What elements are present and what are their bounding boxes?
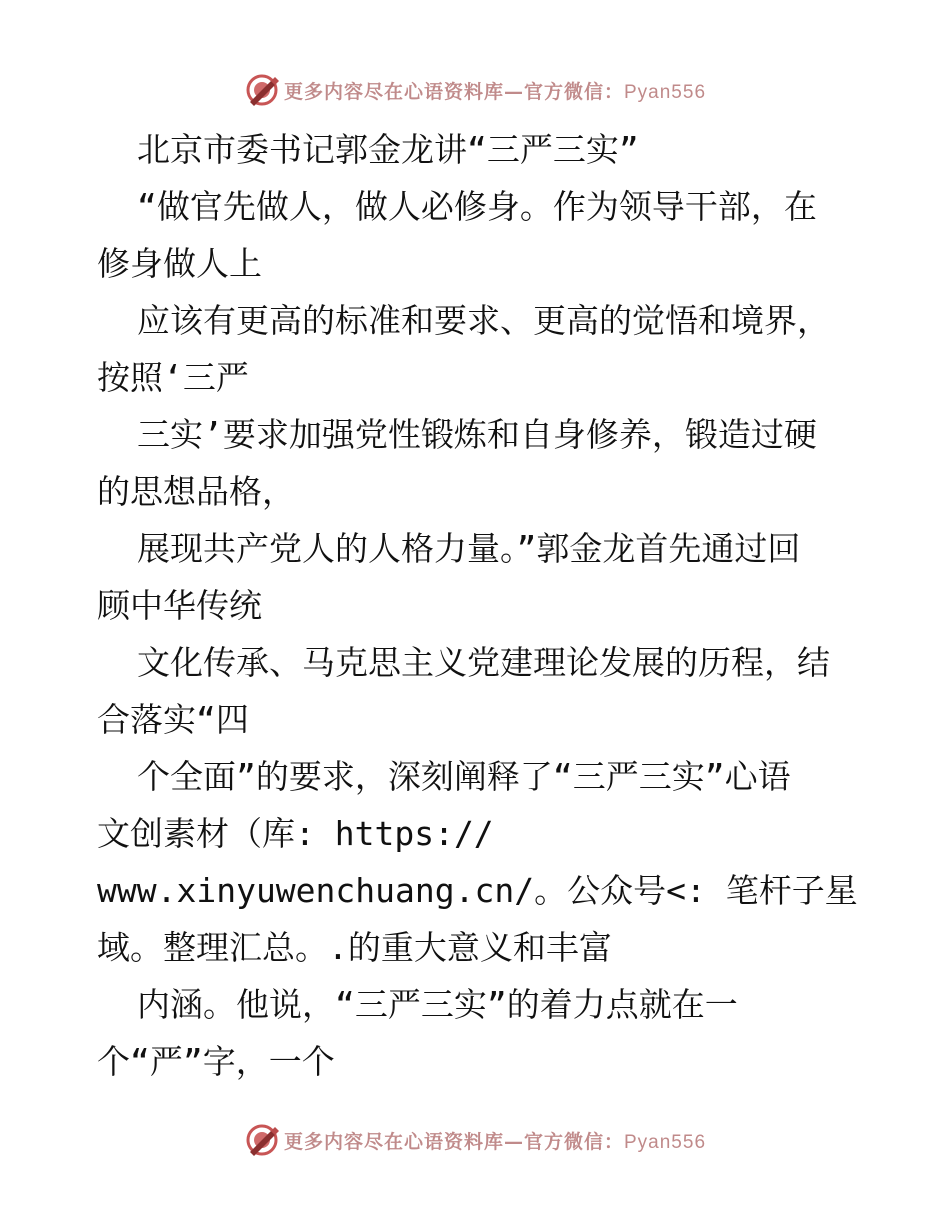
text-line: 文创素材（库: https://	[97, 814, 494, 853]
text-line: 展现共产党人的人格力量。”郭金龙首先通过回	[137, 529, 801, 568]
text-line: 内涵。他说，“三严三实”的着力点就在一	[137, 985, 738, 1024]
header-banner	[0, 72, 950, 108]
banner-site-name: 更多内容尽在心语资料库	[283, 1130, 504, 1153]
banner-wechat-label: 官方微信：	[523, 80, 624, 103]
text-line: 修身做人上	[97, 244, 262, 283]
text-line: 个“严”字，一个	[97, 1042, 335, 1081]
text-line: 按照‘三严	[97, 358, 249, 397]
text-line: 应该有更高的标准和要求、更高的觉悟和境界，	[137, 301, 830, 340]
text-line: 域。整理汇总。.的重大意义和丰富	[97, 928, 612, 967]
banner-text	[284, 1127, 706, 1154]
text-line: 合落实“四	[97, 700, 249, 739]
banner-site-name: 更多内容尽在心语资料库	[283, 80, 504, 103]
text-line: 个全面”的要求，深刻阐释了“三严三实”心语	[137, 757, 791, 796]
banner-wechat-handle: Pyan556	[624, 1131, 707, 1153]
text-line: 文化传承、马克思主义党建理论发展的历程，结	[137, 643, 830, 682]
document-body	[97, 121, 877, 1090]
text-line: www.xinyuwenchuang.cn/。公众号<: 笔杆子星	[97, 871, 858, 910]
document-title: 北京市委书记郭金龙讲“三严三实”	[137, 130, 639, 169]
banner-text	[284, 77, 706, 104]
footer-banner	[0, 1122, 950, 1158]
text-line: 三实’要求加强党性锻炼和自身修养，锻造过硬	[137, 415, 817, 454]
banner-dash: —	[503, 80, 524, 103]
banner-wechat-label: 官方微信：	[523, 1130, 624, 1153]
pen-seal-logo-icon	[244, 72, 280, 108]
banner-wechat-handle: Pyan556	[624, 81, 707, 103]
text-line: “做官先做人，做人必修身。作为领导干部，在	[137, 187, 817, 226]
text-line: 顾中华传统	[97, 586, 262, 625]
pen-seal-logo-icon	[244, 1122, 280, 1158]
text-line: 的思想品格，	[97, 472, 295, 511]
banner-dash: —	[503, 1130, 524, 1153]
